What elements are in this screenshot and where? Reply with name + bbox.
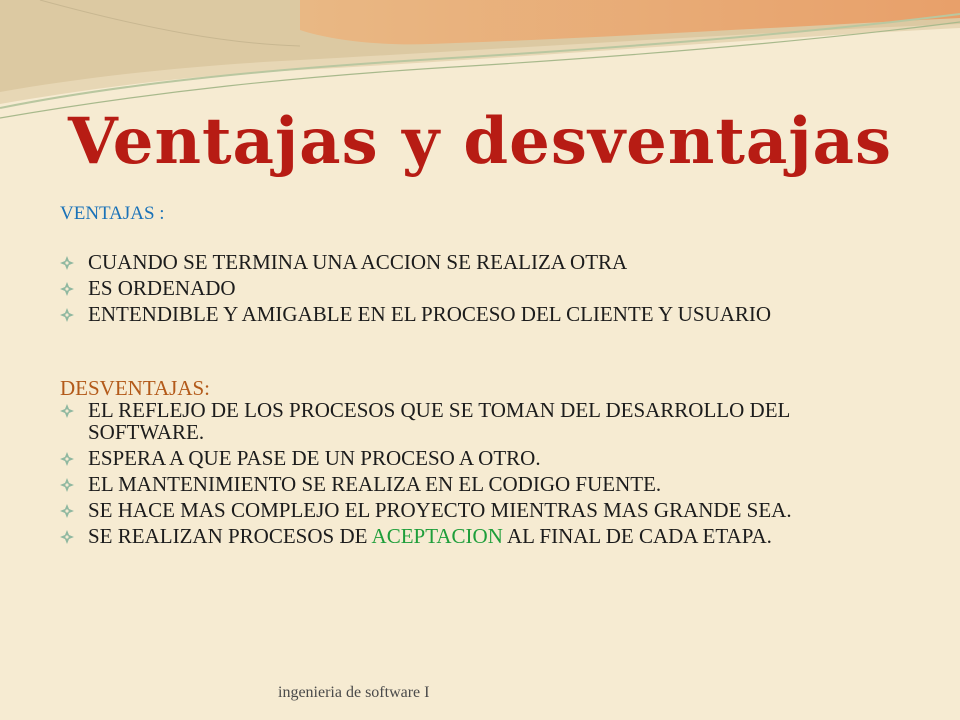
- list-item-text: EL MANTENIMIENTO SE REALIZA EN EL CODIGO FUENTE.: [88, 472, 662, 496]
- diamond-flower-icon: [60, 504, 74, 518]
- list-item-text: ENTENDIBLE Y AMIGABLE EN EL PROCESO DEL CLIENTE Y USUARIO: [88, 302, 772, 326]
- diamond-flower-icon: [60, 308, 74, 322]
- list-item: [60, 251, 900, 273]
- list-item: [60, 303, 900, 325]
- diamond-flower-icon: [60, 282, 74, 296]
- list-item: [60, 525, 900, 547]
- desventajas-list: [60, 399, 900, 547]
- list-item: [60, 499, 900, 521]
- list-item: [60, 447, 900, 469]
- list-item-text: EL REFLEJO DE LOS PROCESOS QUE SE TOMAN DEL DESARROLLO DEL SOFTWARE.: [88, 398, 790, 444]
- ventajas-list: [60, 251, 900, 325]
- diamond-flower-icon: [60, 478, 74, 492]
- list-item-text: CUANDO SE TERMINA UNA ACCION SE REALIZA OTRA: [88, 250, 628, 274]
- list-item: [60, 399, 900, 443]
- spacer: [60, 329, 900, 377]
- diamond-flower-icon: [60, 256, 74, 270]
- list-item-text-part: AL FINAL DE CADA ETAPA.: [502, 524, 772, 548]
- list-item: [60, 277, 900, 299]
- slide-footer: ingenieria de software I: [278, 684, 430, 701]
- highlighted-term: ACEPTACION: [371, 524, 503, 548]
- slide-title: Ventajas y desventajas: [67, 104, 893, 179]
- slide-content: [60, 203, 900, 551]
- list-item-text: ESPERA A QUE PASE DE UN PROCESO A OTRO.: [88, 446, 541, 470]
- list-item-text: ES ORDENADO: [88, 276, 236, 300]
- list-item-text: [88, 524, 772, 548]
- ventajas-heading: VENTAJAS :: [60, 203, 165, 224]
- list-item-text: SE HACE MAS COMPLEJO EL PROYECTO MIENTRAS MAS GRANDE SEA.: [88, 498, 792, 522]
- spacer: [60, 225, 900, 251]
- diamond-flower-icon: [60, 404, 74, 418]
- list-item: [60, 473, 900, 495]
- diamond-flower-icon: [60, 530, 74, 544]
- diamond-flower-icon: [60, 452, 74, 466]
- list-item-text-part: SE REALIZAN PROCESOS DE: [88, 524, 372, 548]
- desventajas-heading: DESVENTAJAS:: [60, 376, 210, 400]
